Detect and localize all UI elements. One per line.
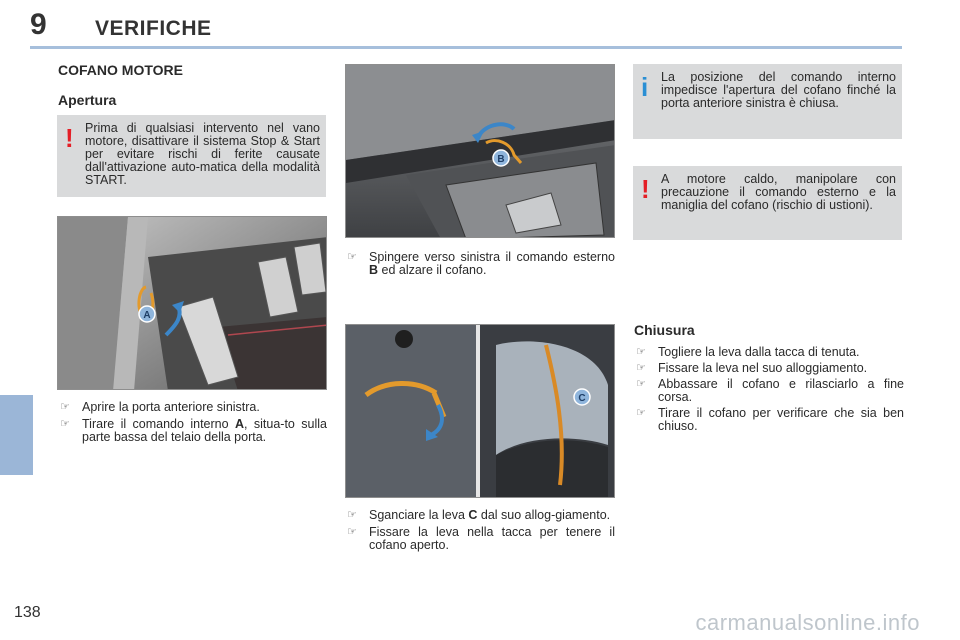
pointing-hand-icon: ☞ <box>347 251 357 263</box>
list-item: ☞ Abbassare il cofano e rilasciarlo a fine corsa. <box>636 377 904 404</box>
photo-label-a: A <box>143 310 151 321</box>
chiusura-title: Chiusura <box>634 322 695 338</box>
info-note-text: La posizione del comando interno impedisce l'apertura del cofano finché la porta anteriore sinistra è chiusa. <box>661 70 896 110</box>
chiusura-steps <box>634 346 904 436</box>
list-item: ☞ Spingere verso sinistra il comando esterno B ed alzare il cofano. <box>347 250 615 277</box>
apertura-title: Apertura <box>58 92 117 108</box>
chapter-title: VERIFICHE <box>95 17 212 40</box>
pointing-hand-icon: ☞ <box>636 362 646 374</box>
list-item: ☞ Tirare il comando interno A, situa-to sulla parte bassa del telaio della porta. <box>60 417 327 444</box>
pointing-hand-icon: ☞ <box>347 526 357 538</box>
prop-rod-steps <box>345 509 615 556</box>
page-number: 138 <box>14 604 41 621</box>
pointing-hand-icon: ☞ <box>636 378 646 390</box>
list-item: ☞ Tirare il cofano per verificare che sia ben chiuso. <box>636 406 904 433</box>
apertura-steps <box>58 401 327 448</box>
list-item: ☞ Sganciare la leva C dal suo allog-giamento. <box>347 508 611 522</box>
photo-exterior-lever <box>345 64 615 238</box>
chapter-number: 9 <box>30 8 47 41</box>
pointing-hand-icon: ☞ <box>636 346 646 358</box>
list-item: ☞ Fissare la leva nel suo alloggiamento. <box>636 361 868 375</box>
list-item: ☞ Togliere la leva dalla tacca di tenuta. <box>636 345 860 359</box>
info-icon: i <box>641 72 649 102</box>
exterior-lever-steps <box>345 251 615 281</box>
warning-icon: ! <box>641 174 650 204</box>
hot-note-text: A motore caldo, manipolare con precauzione il comando esterno e la maniglia del cofano (rischio di ustioni). <box>661 172 896 212</box>
photo-hood-prop-rod <box>345 324 615 498</box>
hot-engine-warning-note <box>633 166 902 240</box>
section-title: COFANO MOTORE <box>58 62 183 78</box>
list-item: ☞ Fissare la leva nella tacca per tenere il cofano aperto. <box>347 525 615 552</box>
site-watermark: carmanualsonline.info <box>695 610 920 635</box>
chapter-side-tab <box>0 395 33 475</box>
pointing-hand-icon: ☞ <box>60 418 70 430</box>
warning-icon: ! <box>65 123 74 153</box>
photo-interior-lever <box>57 216 327 390</box>
pointing-hand-icon: ☞ <box>636 407 646 419</box>
door-info-note <box>633 64 902 139</box>
pointing-hand-icon: ☞ <box>60 401 70 413</box>
photo-label-b: B <box>497 154 505 165</box>
warning-note-text: Prima di qualsiasi intervento nel vano motore, disattivare il sistema Stop & Start per evitare rischi di ferite causate dall'attivazione auto-matica della modalità START. <box>85 121 320 187</box>
stop-start-warning-note <box>57 115 326 197</box>
photo-label-c: C <box>578 393 586 404</box>
pointing-hand-icon: ☞ <box>347 509 357 521</box>
list-item: ☞ Aprire la porta anteriore sinistra. <box>60 400 260 414</box>
header-rule <box>30 46 902 49</box>
